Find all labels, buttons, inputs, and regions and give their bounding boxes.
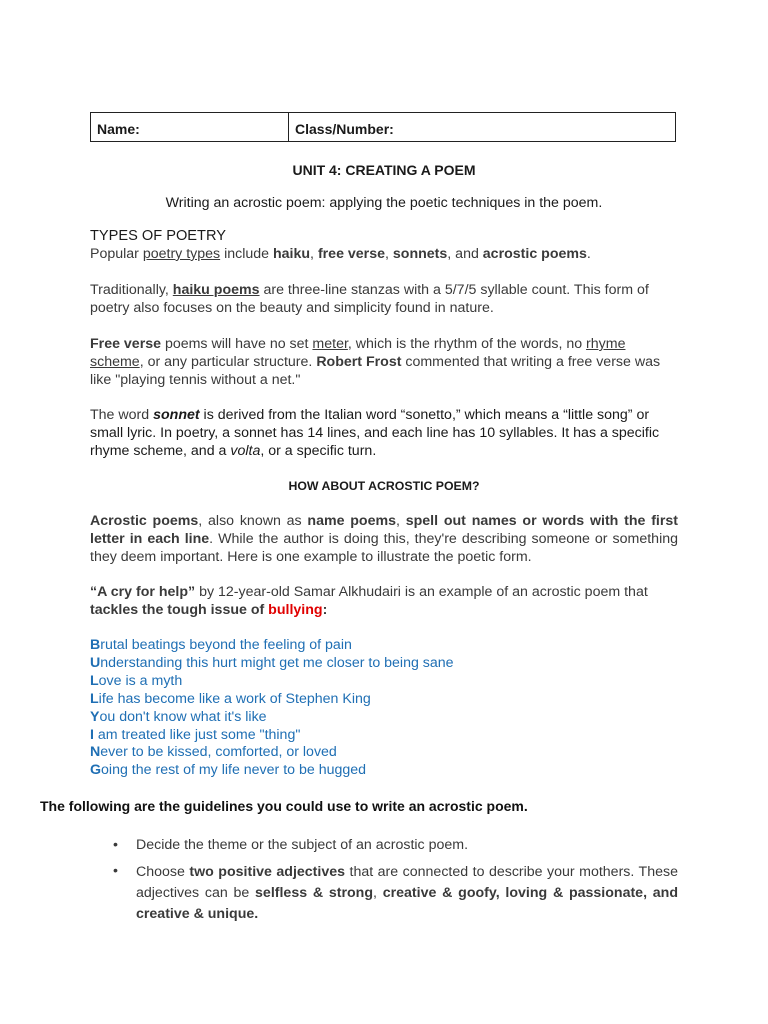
poetry-types-link[interactable]: poetry types [142, 245, 221, 262]
bullet-icon: • [113, 863, 118, 879]
guideline-text: Decide the theme or the subject of an acrostic poem. [136, 837, 469, 853]
term-acrostic: acrostic poems [482, 245, 587, 262]
page-title: UNIT 4: CREATING A POEM [292, 162, 476, 178]
text: that are connected to describe your mothers. These adjectives can be [136, 864, 678, 901]
class-number-field-label[interactable]: Class/Number: [295, 121, 394, 137]
poem-line: Understanding this hurt might get me closer to being sane [90, 654, 454, 671]
free-verse-paragraph [90, 336, 678, 389]
acrostic-heading: HOW ABOUT ACROSTIC POEM? [288, 479, 480, 493]
term-haiku: haiku [272, 245, 311, 262]
acrostic-definition: spell out names or words with the first letter in each line [90, 513, 678, 547]
adjective-pairs: creative & goofy, loving & passionate, and creative & unique. [136, 885, 679, 922]
text: , [396, 513, 406, 529]
text: Choose [136, 864, 190, 880]
cry-for-help-paragraph [90, 584, 678, 620]
term-free-verse: free verse [317, 245, 385, 262]
poem-line: Going the rest of my life never to be hugged [90, 762, 367, 779]
term-acrostic-poems: Acrostic poems [90, 513, 199, 529]
haiku-poems-link[interactable]: haiku poems [172, 282, 260, 298]
text: Traditionally, [90, 282, 173, 298]
acrostic-paragraph [90, 513, 678, 566]
sonnet-paragraph [90, 407, 678, 460]
text: by 12-year-old Samar Alkhudairi is an example of an acrostic poem that [195, 584, 648, 600]
robert-frost-name: Robert Frost [316, 353, 402, 370]
types-heading: TYPES OF POETRY [90, 228, 226, 244]
guidelines-heading: The following are the guidelines you could use to write an acrostic poem. [40, 798, 528, 814]
text: , or a specific turn. [260, 442, 377, 459]
poem-line: Never to be kissed, comforted, or loved [90, 744, 337, 761]
bullying-word: bullying [268, 601, 323, 618]
text: , [385, 245, 393, 262]
text: is derived from the Italian word “sonetto,” which means a “little song” or small lyric. In poetry, a sonnet has 14 lines, and each line has 10 syllables. It has a specific rhyme scheme, and a [90, 407, 660, 459]
haiku-paragraph [90, 282, 678, 318]
guideline-item [113, 862, 678, 925]
types-intro [90, 246, 678, 264]
text: , or any particular structure. [139, 353, 317, 370]
colon: : [322, 601, 328, 618]
text: Popular [90, 245, 143, 262]
text: , [310, 245, 318, 262]
text: , which is the rhythm of the words, no [347, 336, 587, 352]
acrostic-poem [90, 637, 678, 780]
text: , also known as [198, 513, 308, 529]
poem-line: Life has become like a work of Stephen King [90, 690, 371, 707]
poem-line: I am treated like just some "thing" [90, 726, 301, 743]
text: , and [447, 245, 483, 262]
name-field-label[interactable]: Name: [91, 113, 289, 141]
meter-link[interactable]: meter [312, 336, 348, 352]
rhyme-scheme-link[interactable]: rhyme scheme [90, 336, 626, 370]
issue-text: tackles the tough issue of [90, 601, 269, 618]
poem-line: You don't know what it's like [90, 708, 267, 725]
term-sonnets: sonnets [392, 245, 448, 262]
bullet-icon: • [113, 837, 118, 853]
term-free-verse: Free verse [90, 336, 161, 352]
guideline-text [136, 862, 678, 925]
text: commented that writing a free verse was like "playing tennis without a net." [90, 353, 661, 388]
text: , [373, 885, 383, 901]
text: . [586, 245, 591, 262]
term-sonnet: sonnet [153, 407, 200, 423]
text: are three-line stanzas with a 5/7/5 syllable count. This form of poetry also focuses on the beauty and simplicity found in nature. [90, 282, 649, 316]
term-volta: volta [230, 442, 261, 459]
text: The word [90, 407, 154, 423]
page-subtitle: Writing an acrostic poem: applying the poetic techniques in the poem. [165, 195, 603, 211]
guideline-item [113, 836, 678, 854]
types-section [90, 228, 678, 264]
student-info-table [90, 112, 676, 142]
text: poems will have no set [161, 336, 313, 352]
poem-line: Brutal beatings beyond the feeling of pain [90, 637, 352, 653]
term-name-poems: name poems [307, 513, 396, 529]
poem-title: “A cry for help” [90, 584, 196, 600]
text: include [220, 245, 273, 262]
text: . While the author is doing this, they're describing someone or something they deem important. Here is one example to illustrate the poetic form. [90, 530, 679, 565]
two-positive-adjectives: two positive adjectives [189, 864, 346, 880]
adjective-pair: selfless & strong [255, 885, 374, 901]
poem-line: Love is a myth [90, 672, 183, 689]
